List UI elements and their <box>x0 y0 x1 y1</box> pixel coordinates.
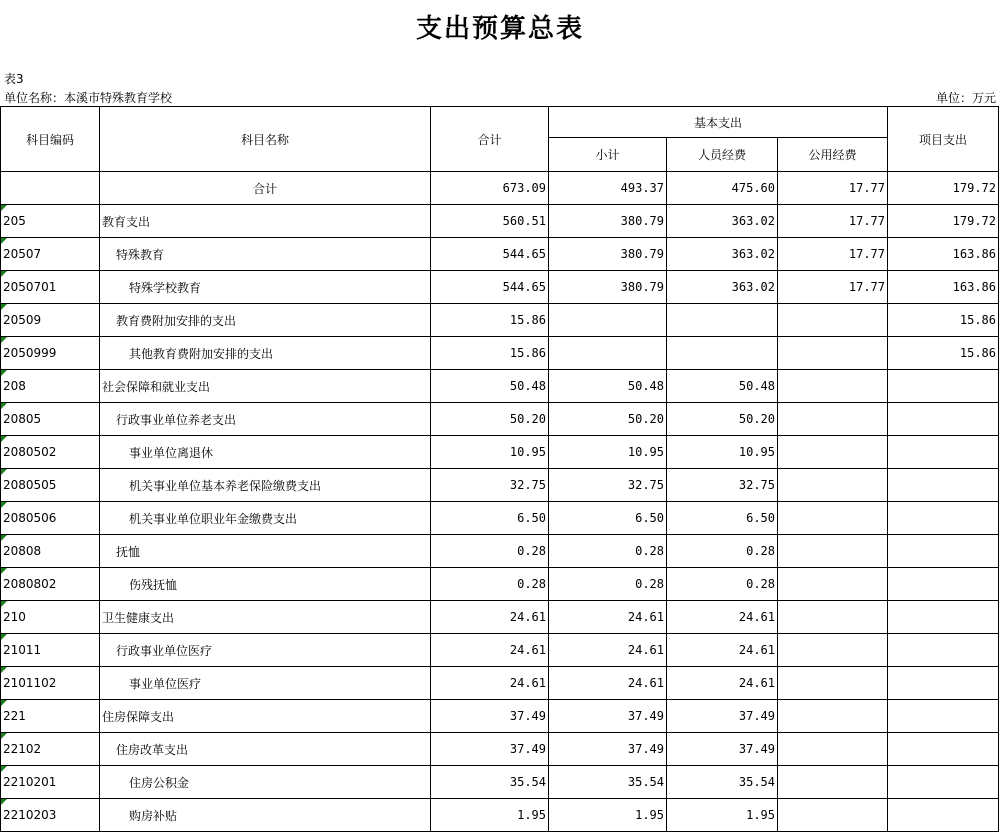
cell-code: 221 <box>1 700 100 733</box>
cell-total: 24.61 <box>431 634 549 667</box>
table-row <box>1 634 999 667</box>
cell-personnel: 37.49 <box>667 700 778 733</box>
cell-project: 179.72 <box>888 205 999 238</box>
cell-personnel: 24.61 <box>667 601 778 634</box>
cell-total: 560.51 <box>431 205 549 238</box>
table-number: 表3 <box>4 72 24 86</box>
cell-personnel: 363.02 <box>667 271 778 304</box>
table-row <box>1 469 999 502</box>
table-row <box>1 568 999 601</box>
cell-code: 2050999 <box>1 337 100 370</box>
unit-name: 单位名称：本溪市特殊教育学校 <box>4 91 173 105</box>
budget-table <box>0 106 999 832</box>
cell-personnel: 24.61 <box>667 634 778 667</box>
cell-code: 21011 <box>1 634 100 667</box>
cell-public: 17.77 <box>778 238 888 271</box>
cell-code: 20808 <box>1 535 100 568</box>
cell-subtotal: 37.49 <box>549 733 667 766</box>
cell-public <box>778 502 888 535</box>
cell-project <box>888 535 999 568</box>
cell-project: 163.86 <box>888 271 999 304</box>
cell-subtotal: 10.95 <box>549 436 667 469</box>
cell-project <box>888 601 999 634</box>
cell-public <box>778 535 888 568</box>
cell-personnel: 363.02 <box>667 238 778 271</box>
cell-total: 0.28 <box>431 535 549 568</box>
table-row <box>1 370 999 403</box>
cell-personnel: 50.20 <box>667 403 778 436</box>
cell-project <box>888 568 999 601</box>
cell-name: 教育支出 <box>100 205 431 238</box>
cell-name: 住房保障支出 <box>100 700 431 733</box>
cell-total: 544.65 <box>431 238 549 271</box>
cell-total: 544.65 <box>431 271 549 304</box>
cell-name: 特殊教育 <box>100 238 431 271</box>
cell-code: 2080505 <box>1 469 100 502</box>
cell-public <box>778 700 888 733</box>
cell-project <box>888 634 999 667</box>
cell-total: 1.95 <box>431 799 549 832</box>
table-row <box>1 667 999 700</box>
cell-project: 163.86 <box>888 238 999 271</box>
cell-total: 15.86 <box>431 304 549 337</box>
cell-total: 24.61 <box>431 667 549 700</box>
header-public: 公用经费 <box>778 138 888 172</box>
cell-project: 15.86 <box>888 337 999 370</box>
cell-personnel: 50.48 <box>667 370 778 403</box>
table-row <box>1 733 999 766</box>
cell-public <box>778 766 888 799</box>
cell-subtotal: 380.79 <box>549 238 667 271</box>
cell-personnel: 24.61 <box>667 667 778 700</box>
cell-name: 购房补贴 <box>100 799 431 832</box>
cell-personnel: 1.95 <box>667 799 778 832</box>
cell-code: 210 <box>1 601 100 634</box>
cell-project <box>888 469 999 502</box>
total-row <box>1 172 999 205</box>
cell-total: 50.48 <box>431 370 549 403</box>
cell-subtotal: 50.20 <box>549 403 667 436</box>
cell-name: 行政事业单位养老支出 <box>100 403 431 436</box>
cell-name: 伤残抚恤 <box>100 568 431 601</box>
cell-personnel: 475.60 <box>667 172 778 205</box>
cell-subtotal: 35.54 <box>549 766 667 799</box>
cell-total: 15.86 <box>431 337 549 370</box>
cell-total: 0.28 <box>431 568 549 601</box>
page-title: 支出预算总表 <box>415 14 584 44</box>
table-row <box>1 403 999 436</box>
cell-personnel: 0.28 <box>667 568 778 601</box>
cell-public <box>778 370 888 403</box>
table-row <box>1 271 999 304</box>
cell-personnel: 6.50 <box>667 502 778 535</box>
cell-subtotal: 380.79 <box>549 205 667 238</box>
cell-project: 15.86 <box>888 304 999 337</box>
cell-public <box>778 403 888 436</box>
cell-name: 特殊学校教育 <box>100 271 431 304</box>
cell-public <box>778 733 888 766</box>
cell-name: 卫生健康支出 <box>100 601 431 634</box>
cell-subtotal: 37.49 <box>549 700 667 733</box>
header-project: 项目支出 <box>888 107 999 172</box>
cell-public <box>778 436 888 469</box>
cell-public <box>778 667 888 700</box>
cell-total: 37.49 <box>431 733 549 766</box>
header-total: 合计 <box>431 107 549 172</box>
cell-name: 事业单位医疗 <box>100 667 431 700</box>
table-row <box>1 535 999 568</box>
cell-subtotal: 24.61 <box>549 601 667 634</box>
header-basic: 基本支出 <box>549 107 888 138</box>
cell-subtotal: 6.50 <box>549 502 667 535</box>
cell-public <box>778 568 888 601</box>
cell-public: 17.77 <box>778 271 888 304</box>
cell-total: 35.54 <box>431 766 549 799</box>
cell-name: 抚恤 <box>100 535 431 568</box>
cell-name: 其他教育费附加安排的支出 <box>100 337 431 370</box>
cell-personnel: 37.49 <box>667 733 778 766</box>
table-row <box>1 436 999 469</box>
cell-personnel: 32.75 <box>667 469 778 502</box>
cell-subtotal <box>549 337 667 370</box>
cell-project <box>888 700 999 733</box>
cell-total: 50.20 <box>431 403 549 436</box>
cell-total: 32.75 <box>431 469 549 502</box>
cell-name: 事业单位离退休 <box>100 436 431 469</box>
cell-code: 20507 <box>1 238 100 271</box>
cell-public <box>778 337 888 370</box>
cell-subtotal: 0.28 <box>549 535 667 568</box>
cell-code: 2080502 <box>1 436 100 469</box>
cell-subtotal: 24.61 <box>549 634 667 667</box>
cell-project <box>888 766 999 799</box>
cell-code: 2080802 <box>1 568 100 601</box>
cell-code <box>1 172 100 205</box>
cell-name: 社会保障和就业支出 <box>100 370 431 403</box>
currency-unit: 单位：万元 <box>935 91 996 105</box>
cell-personnel <box>667 337 778 370</box>
cell-code: 2210203 <box>1 799 100 832</box>
cell-total: 37.49 <box>431 700 549 733</box>
cell-public <box>778 304 888 337</box>
cell-subtotal: 380.79 <box>549 271 667 304</box>
table-body <box>1 172 999 832</box>
cell-public <box>778 634 888 667</box>
cell-code: 205 <box>1 205 100 238</box>
header-subtotal: 小计 <box>549 138 667 172</box>
cell-public <box>778 601 888 634</box>
cell-subtotal: 1.95 <box>549 799 667 832</box>
cell-code: 2101102 <box>1 667 100 700</box>
cell-total: 24.61 <box>431 601 549 634</box>
cell-project <box>888 502 999 535</box>
cell-personnel: 363.02 <box>667 205 778 238</box>
table-row <box>1 502 999 535</box>
table-row <box>1 304 999 337</box>
cell-project <box>888 403 999 436</box>
cell-subtotal <box>549 304 667 337</box>
cell-code: 22102 <box>1 733 100 766</box>
cell-name: 住房公积金 <box>100 766 431 799</box>
cell-code: 2050701 <box>1 271 100 304</box>
table-row <box>1 766 999 799</box>
cell-public: 17.77 <box>778 172 888 205</box>
cell-personnel <box>667 304 778 337</box>
cell-subtotal: 24.61 <box>549 667 667 700</box>
table-header <box>1 107 999 172</box>
cell-project <box>888 370 999 403</box>
cell-total: 10.95 <box>431 436 549 469</box>
cell-subtotal: 493.37 <box>549 172 667 205</box>
cell-project <box>888 733 999 766</box>
cell-name: 行政事业单位医疗 <box>100 634 431 667</box>
cell-name: 机关事业单位基本养老保险缴费支出 <box>100 469 431 502</box>
cell-subtotal: 32.75 <box>549 469 667 502</box>
header-personnel: 人员经费 <box>667 138 778 172</box>
header-code: 科目编码 <box>1 107 100 172</box>
header-name: 科目名称 <box>100 107 431 172</box>
cell-project <box>888 436 999 469</box>
cell-code: 20509 <box>1 304 100 337</box>
cell-subtotal: 0.28 <box>549 568 667 601</box>
table-row <box>1 205 999 238</box>
cell-personnel: 0.28 <box>667 535 778 568</box>
cell-name: 教育费附加安排的支出 <box>100 304 431 337</box>
table-row <box>1 700 999 733</box>
table-row <box>1 601 999 634</box>
cell-subtotal: 50.48 <box>549 370 667 403</box>
cell-name: 合计 <box>100 172 431 205</box>
cell-project: 179.72 <box>888 172 999 205</box>
cell-personnel: 35.54 <box>667 766 778 799</box>
cell-code: 208 <box>1 370 100 403</box>
cell-code: 2210201 <box>1 766 100 799</box>
cell-project <box>888 667 999 700</box>
cell-name: 住房改革支出 <box>100 733 431 766</box>
cell-code: 20805 <box>1 403 100 436</box>
cell-total: 6.50 <box>431 502 549 535</box>
cell-name: 机关事业单位职业年金缴费支出 <box>100 502 431 535</box>
table-row <box>1 337 999 370</box>
cell-personnel: 10.95 <box>667 436 778 469</box>
table-row <box>1 238 999 271</box>
cell-code: 2080506 <box>1 502 100 535</box>
cell-public: 17.77 <box>778 205 888 238</box>
cell-total: 673.09 <box>431 172 549 205</box>
cell-public <box>778 469 888 502</box>
